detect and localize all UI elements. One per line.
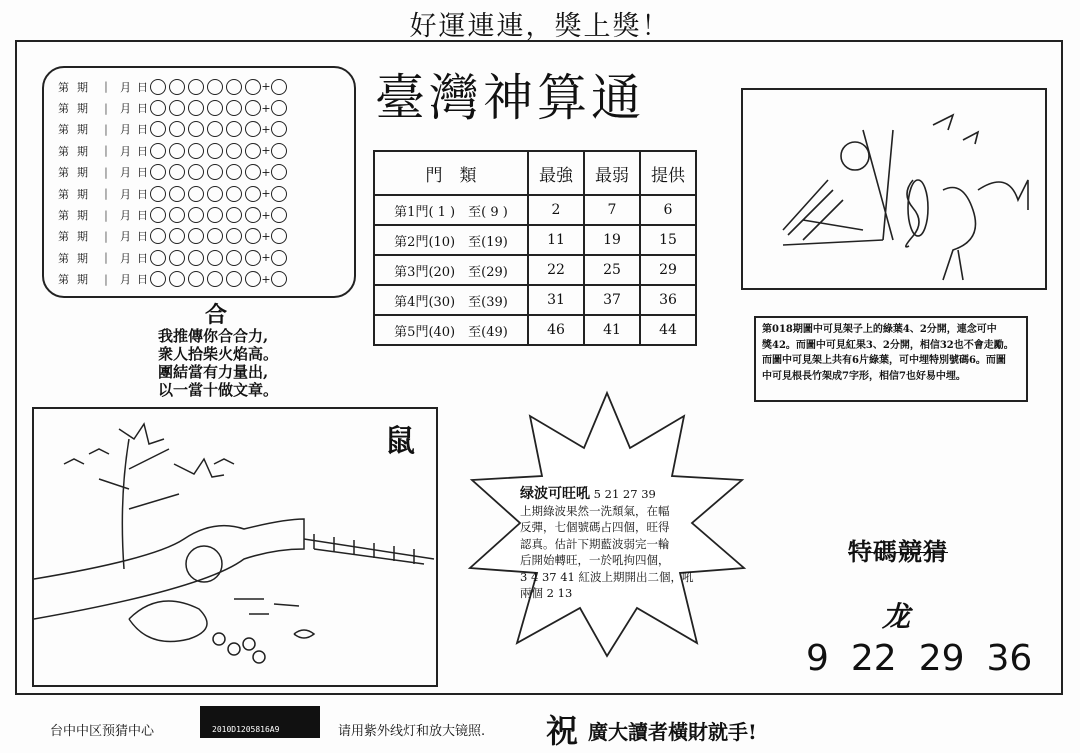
special-number-circle <box>271 271 287 287</box>
hint-box <box>754 316 1028 402</box>
record-word-2: 期 <box>77 273 88 287</box>
record-separator: | <box>104 101 108 115</box>
footer-blessing-char: 祝 <box>546 712 579 750</box>
weak-cell: 19 <box>584 225 640 255</box>
number-circle <box>207 186 223 202</box>
record-word-2: 期 <box>77 230 88 244</box>
weak-cell: 7 <box>584 195 640 225</box>
record-word-1: 第 <box>58 251 69 265</box>
range-cell: 第1門( 1 ) 至( 9 ) <box>374 195 528 225</box>
record-period <box>58 207 92 223</box>
record-panel <box>42 66 356 298</box>
record-circles <box>150 79 261 95</box>
range-cell: 第4門(30) 至(39) <box>374 285 528 315</box>
star-text <box>520 486 700 602</box>
number-circle <box>226 121 242 137</box>
record-date <box>120 164 150 180</box>
record-separator: | <box>104 251 108 265</box>
table-row <box>374 315 696 345</box>
number-circle <box>150 207 166 223</box>
plus-sign: + <box>261 272 271 286</box>
star-line: 兩個 2 13 <box>520 586 573 600</box>
record-row <box>58 226 342 247</box>
footer-center-name: 台中中区预猜中心 <box>50 724 155 739</box>
record-period <box>58 143 92 159</box>
number-circle <box>226 143 242 159</box>
garden-drawing <box>34 409 436 685</box>
stats-table <box>373 150 697 346</box>
record-word-4: 日 <box>137 273 148 287</box>
number-circle <box>188 250 204 266</box>
record-date <box>120 228 150 244</box>
number-circle <box>226 228 242 244</box>
header-weakest: 最弱 <box>584 151 640 195</box>
record-row <box>58 140 342 161</box>
star-line: 反彈，七個號碼占四個，旺得 <box>520 520 670 534</box>
plus-sign: + <box>261 80 271 94</box>
record-word-3: 月 <box>120 187 131 201</box>
number-circle <box>245 79 261 95</box>
record-period <box>58 79 92 95</box>
number-circle <box>226 79 242 95</box>
record-period <box>58 121 92 137</box>
hint-line: 而圖中可見架上共有6片綠葉，可中埋特別號碼6。而圖 <box>762 355 1006 366</box>
strong-cell: 11 <box>528 225 584 255</box>
number-circle <box>169 79 185 95</box>
record-word-2: 期 <box>77 166 88 180</box>
top-slogan: 好運連連，獎上獎！ <box>409 11 671 42</box>
number-circle <box>150 186 166 202</box>
record-word-3: 月 <box>120 230 131 244</box>
record-word-3: 月 <box>120 144 131 158</box>
record-row <box>58 76 342 97</box>
record-word-3: 月 <box>120 209 131 223</box>
zodiac-rat-label: 鼠 <box>385 424 415 459</box>
record-word-4: 日 <box>137 166 148 180</box>
record-period <box>58 250 92 266</box>
number-circle <box>207 250 223 266</box>
record-word-3: 月 <box>120 251 131 265</box>
special-number-circle <box>271 79 287 95</box>
number-circle <box>226 271 242 287</box>
number-circle <box>150 271 166 287</box>
record-period <box>58 186 92 202</box>
main-title: 臺灣神算通 <box>375 69 645 127</box>
number-circle <box>169 121 185 137</box>
record-circles <box>150 186 261 202</box>
range-cell: 第3門(20) 至(29) <box>374 255 528 285</box>
header-strongest: 最強 <box>528 151 584 195</box>
offer-cell: 29 <box>640 255 696 285</box>
number-circle <box>150 143 166 159</box>
record-word-1: 第 <box>58 102 69 116</box>
poem <box>158 327 278 399</box>
record-date <box>120 271 150 287</box>
record-circles <box>150 143 261 159</box>
hint-line: 獎42。而圖中可見紅果3、2分開，相信32也不會走勵。 <box>762 339 1014 351</box>
poem-title: 合 <box>205 302 228 328</box>
record-word-1: 第 <box>58 187 69 201</box>
number-circle <box>226 186 242 202</box>
record-row <box>58 183 342 204</box>
special-number: 36 <box>986 638 1033 679</box>
weak-cell: 25 <box>584 255 640 285</box>
number-circle <box>188 164 204 180</box>
number-circle <box>207 207 223 223</box>
number-circle <box>188 186 204 202</box>
record-date <box>120 100 150 116</box>
number-circle <box>188 79 204 95</box>
weak-cell: 41 <box>584 315 640 345</box>
number-circle <box>226 207 242 223</box>
record-word-1: 第 <box>58 273 69 287</box>
poem-line: 衆人拾柴火焰高。 <box>158 345 279 363</box>
number-circle <box>150 164 166 180</box>
number-circle <box>169 207 185 223</box>
plus-sign: + <box>261 251 271 265</box>
redacted-code: 2010D1205816A9 <box>212 725 280 734</box>
plus-sign: + <box>261 187 271 201</box>
star-line: 認真。估計下期藍波弱完一輪 <box>520 536 670 551</box>
record-circles <box>150 207 261 223</box>
star-line: 上期綠波果然一洗頹氣，在幅 <box>520 503 670 518</box>
star-title-line <box>520 486 700 503</box>
number-circle <box>169 186 185 202</box>
record-word-4: 日 <box>137 144 148 158</box>
number-circle <box>188 100 204 116</box>
table-row <box>374 285 696 315</box>
plus-sign: + <box>261 144 271 158</box>
record-date <box>120 121 150 137</box>
record-word-4: 日 <box>137 123 148 137</box>
plus-sign: + <box>261 229 271 243</box>
number-circle <box>207 228 223 244</box>
number-circle <box>169 228 185 244</box>
number-circle <box>245 100 261 116</box>
special-number-circle <box>271 100 287 116</box>
record-row <box>58 97 342 118</box>
record-word-1: 第 <box>58 123 69 137</box>
offer-cell: 44 <box>640 315 696 345</box>
record-row <box>58 119 342 140</box>
number-circle <box>207 121 223 137</box>
record-circles <box>150 164 261 180</box>
record-row <box>58 162 342 183</box>
record-row <box>58 247 342 268</box>
record-circles <box>150 250 261 266</box>
number-circle <box>245 164 261 180</box>
record-circles <box>150 228 261 244</box>
plus-sign: + <box>261 122 271 136</box>
number-circle <box>226 100 242 116</box>
record-circles <box>150 271 261 287</box>
star-title-numbers: 5 21 27 39 <box>593 487 656 501</box>
hint-line: 第018期圖中可見架子上的綠葉4、2分開，連念可中 <box>762 324 997 335</box>
record-separator: | <box>104 144 108 158</box>
special-number-circle <box>271 207 287 223</box>
poem-line: 我推傳你合合力, <box>158 327 269 345</box>
special-number-circle <box>271 228 287 244</box>
record-word-2: 期 <box>77 102 88 116</box>
special-guess-label: 特碼競猜 <box>848 537 948 566</box>
record-period <box>58 100 92 116</box>
rat-illustration <box>32 407 438 687</box>
number-circle <box>150 250 166 266</box>
record-word-3: 月 <box>120 123 131 137</box>
record-row <box>58 204 342 225</box>
record-word-1: 第 <box>58 230 69 244</box>
offer-cell: 36 <box>640 285 696 315</box>
star-title: 绿波可旺吼 <box>520 486 590 502</box>
record-period <box>58 271 92 287</box>
hint-line: 中可見根長竹架成7字形，相信7也好易中埋。 <box>762 370 966 382</box>
number-circle <box>188 271 204 287</box>
poem-line: 團結當有力量出, <box>158 363 269 381</box>
number-circle <box>150 228 166 244</box>
number-circle <box>169 271 185 287</box>
record-word-3: 月 <box>120 80 131 94</box>
record-separator: | <box>104 229 108 243</box>
number-circle <box>245 250 261 266</box>
number-circle <box>245 186 261 202</box>
record-word-3: 月 <box>120 166 131 180</box>
offer-cell: 6 <box>640 195 696 225</box>
range-cell: 第2門(10) 至(19) <box>374 225 528 255</box>
number-circle <box>188 143 204 159</box>
number-circle <box>207 79 223 95</box>
weak-cell: 37 <box>584 285 640 315</box>
offer-cell: 15 <box>640 225 696 255</box>
number-circle <box>207 143 223 159</box>
plus-sign: + <box>261 208 271 222</box>
special-number: 22 <box>850 638 897 679</box>
number-circle <box>169 100 185 116</box>
record-word-4: 日 <box>137 80 148 94</box>
record-date <box>120 207 150 223</box>
number-circle <box>207 271 223 287</box>
record-separator: | <box>104 208 108 222</box>
special-number-circle <box>271 250 287 266</box>
record-period <box>58 228 92 244</box>
range-cell: 第5門(40) 至(49) <box>374 315 528 345</box>
number-circle <box>169 164 185 180</box>
record-word-4: 日 <box>137 230 148 244</box>
record-separator: | <box>104 80 108 94</box>
star-line: 3 4 37 41 紅波上期開出二個，吼 <box>520 569 694 584</box>
number-circle <box>226 164 242 180</box>
plus-sign: + <box>261 101 271 115</box>
special-number: 9 <box>806 638 829 679</box>
zodiac-dragon-label: 龙 <box>882 600 911 633</box>
number-circle <box>207 100 223 116</box>
special-number-circle <box>271 143 287 159</box>
special-numbers <box>806 638 1032 679</box>
number-circle <box>245 271 261 287</box>
record-word-2: 期 <box>77 209 88 223</box>
number-circle <box>150 79 166 95</box>
poem-line: 以一當十做文章。 <box>158 381 279 399</box>
record-word-4: 日 <box>137 209 148 223</box>
number-circle <box>188 228 204 244</box>
table-header-row <box>374 151 696 195</box>
number-circle <box>188 121 204 137</box>
record-word-3: 月 <box>120 102 131 116</box>
footer-instruction: 请用紫外线灯和放大镜照. <box>338 724 486 739</box>
record-date <box>120 143 150 159</box>
number-circle <box>245 207 261 223</box>
record-word-4: 日 <box>137 187 148 201</box>
record-separator: | <box>104 187 108 201</box>
record-circles <box>150 121 261 137</box>
record-separator: | <box>104 122 108 136</box>
record-date <box>120 186 150 202</box>
record-separator: | <box>104 165 108 179</box>
record-word-2: 期 <box>77 144 88 158</box>
strong-cell: 2 <box>528 195 584 225</box>
record-word-2: 期 <box>77 80 88 94</box>
number-circle <box>150 121 166 137</box>
record-word-4: 日 <box>137 251 148 265</box>
record-date <box>120 250 150 266</box>
record-row <box>58 269 342 290</box>
table-row <box>374 255 696 285</box>
number-circle <box>150 100 166 116</box>
star-line: 后開始轉旺，一於吼拘四個， <box>520 553 670 567</box>
record-circles <box>150 100 261 116</box>
number-circle <box>245 143 261 159</box>
number-circle <box>169 250 185 266</box>
number-circle <box>245 228 261 244</box>
strong-cell: 31 <box>528 285 584 315</box>
rooster-illustration <box>741 88 1047 290</box>
record-separator: | <box>104 272 108 286</box>
record-word-2: 期 <box>77 123 88 137</box>
record-word-1: 第 <box>58 166 69 180</box>
record-word-2: 期 <box>77 251 88 265</box>
special-number-circle <box>271 186 287 202</box>
number-circle <box>188 207 204 223</box>
record-date <box>120 79 150 95</box>
special-number-circle <box>271 121 287 137</box>
table-row <box>374 225 696 255</box>
table-row <box>374 195 696 225</box>
record-word-3: 月 <box>120 273 131 287</box>
plus-sign: + <box>261 165 271 179</box>
special-number: 29 <box>918 638 965 679</box>
number-circle <box>245 121 261 137</box>
record-word-2: 期 <box>77 187 88 201</box>
record-word-1: 第 <box>58 80 69 94</box>
record-word-1: 第 <box>58 209 69 223</box>
strong-cell: 46 <box>528 315 584 345</box>
header-category: 門 類 <box>374 151 528 195</box>
header-offer: 提供 <box>640 151 696 195</box>
record-word-4: 日 <box>137 102 148 116</box>
record-word-1: 第 <box>58 144 69 158</box>
number-circle <box>169 143 185 159</box>
record-period <box>58 164 92 180</box>
number-circle <box>207 164 223 180</box>
number-circle <box>226 250 242 266</box>
special-number-circle <box>271 164 287 180</box>
strong-cell: 22 <box>528 255 584 285</box>
rooster-drawing <box>743 90 1045 288</box>
footer-blessing: 廣大讀者橫財就手! <box>588 720 757 744</box>
